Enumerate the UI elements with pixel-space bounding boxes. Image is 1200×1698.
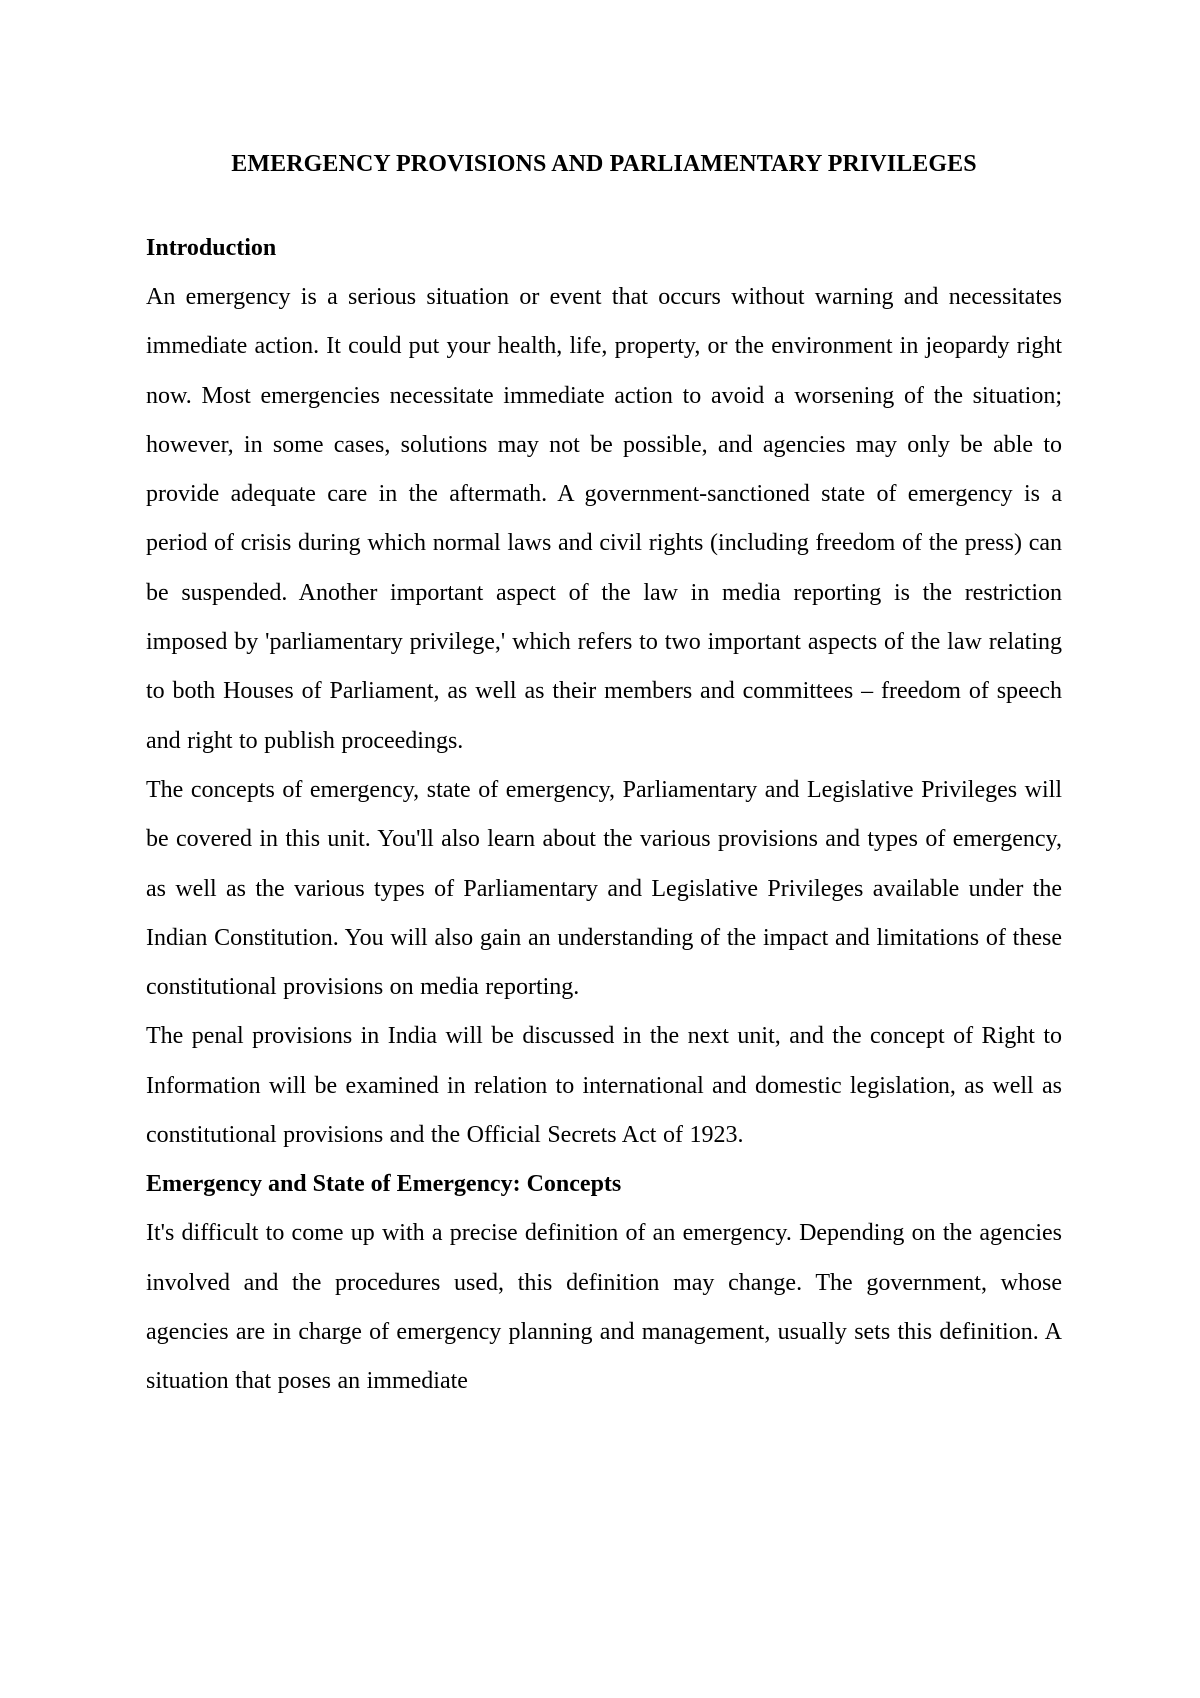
section-heading-emergency-concepts: Emergency and State of Emergency: Concepts [146, 1171, 622, 1198]
document-title: EMERGENCY PROVISIONS AND PARLIAMENTARY PRIVILEGES [231, 151, 977, 177]
concepts-paragraph-1: It's difficult to come up with a precise definition of an emergency. Depending on the agencies involved and the procedures used, this definition may change. The government, whose agencies are in charge of emergency planning and management, usually sets this definition. A situation that poses an immediate [146, 1220, 1062, 1395]
section-heading-introduction: Introduction [146, 235, 277, 261]
intro-paragraph-1: An emergency is a serious situation or event that occurs without warning and necessitates immediate action. It could put your health, life, property, or the environment in jeopardy right now. Most emergencies necessitate immediate action to avoid a worsening of the situation; however, in some cases, solutions may not be possible, and agencies may only be able to provide adequate care in the aftermath. A government-sanctioned state of emergency is a period of crisis during which normal laws and civil rights (including freedom of the press) can be suspended. Another important aspect of the law in media reporting is the restriction imposed by 'parliamentary privilege,' which refers to two important aspects of the law relating to both Houses of Parliament, as well as their members and committees – freedom of speech and right to publish proceedings. [146, 284, 1062, 754]
document-body [146, 142, 1062, 1407]
intro-paragraph-3: The penal provisions in India will be discussed in the next unit, and the concept of Right to Information will be examined in relation to international and domestic legislation, as well as constitutional provisions and the Official Secrets Act of 1923. [146, 1023, 1062, 1149]
intro-paragraph-2: The concepts of emergency, state of emergency, Parliamentary and Legislative Privileges will be covered in this unit. You'll also learn about the various provisions and types of emergency, as well as the various types of Parliamentary and Legislative Privileges available under the Indian Constitution. You will also gain an understanding of the impact and limitations of these constitutional provisions on media reporting. [146, 776, 1062, 1001]
